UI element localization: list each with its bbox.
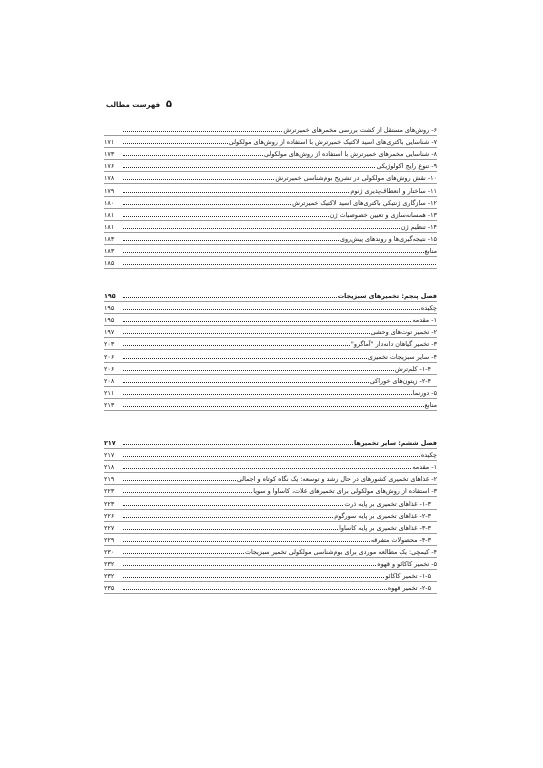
entry-title: چکیده (420, 451, 437, 460)
dot-leader (123, 505, 343, 506)
toc-entry (104, 363, 437, 375)
dot-leader (123, 480, 236, 481)
entry-page: ۲۱۱ (104, 388, 115, 397)
dot-leader (123, 468, 411, 469)
dot-leader (123, 382, 369, 383)
entry-page: ۱۹۵ (104, 316, 115, 325)
dot-leader (123, 541, 370, 542)
toc-entry (104, 338, 437, 350)
toc-entry (104, 558, 437, 570)
entry-title: ۲-۴- زیتون‌های خوراکی (369, 376, 431, 385)
entry-title: ۳- استفاده از روش‌های مولکولی برای تخمیرهای غلات، کاساوا و سویا (253, 487, 437, 496)
entry-title: ۴-۳- محصولات متفرقه (370, 535, 431, 544)
entry-title: ۸- شناسایی مخمرهای خمیرترش با استفاده از روش‌های مولکولی (263, 150, 437, 159)
entry-page: ۱۷۹ (104, 186, 115, 195)
entry-page: ۱۷۳ (104, 150, 115, 159)
entry-title: منابع (424, 247, 437, 255)
entry-title: ۵- تخمیر کاکائو و قهوه (377, 560, 437, 568)
toc-entry (104, 461, 437, 473)
chapter-heading (104, 290, 437, 302)
dot-leader (123, 345, 350, 346)
toc-entry (104, 197, 437, 209)
toc-entry (104, 172, 437, 184)
dot-leader (123, 577, 384, 578)
dot-leader (123, 131, 282, 132)
toc-entry (104, 124, 437, 136)
toc-entry (104, 570, 437, 582)
entry-title: ۲-۵- تخمیر قهوه (387, 584, 431, 593)
entry-title: ۱- مقدمه (412, 316, 437, 325)
dot-leader (123, 252, 424, 253)
entry-page: ۱۹۵ (104, 292, 116, 300)
dot-leader (123, 155, 263, 156)
dot-leader (123, 444, 353, 445)
dot-leader (123, 240, 339, 241)
toc-entry (104, 148, 437, 160)
toc-entry (104, 245, 437, 257)
entry-title: ۱-۳- غذاهای تخمیری بر پایه ذرت (344, 499, 431, 508)
entry-title: ۱-۵- تخمیر کاکائو (385, 572, 431, 581)
toc-entry (104, 160, 437, 172)
entry-page: ۱۷۱ (104, 138, 115, 147)
dot-leader (123, 358, 367, 359)
entry-page: ۲۰۳ (104, 340, 115, 349)
entry-page: ۱۷۶ (104, 162, 115, 171)
entry-title: ۵- دورنما (412, 388, 437, 397)
entry-page: ۲۲۶ (104, 511, 115, 520)
toc-entry (104, 185, 437, 197)
entry-page: ۲۱۷ (104, 439, 116, 447)
entry-page: ۲۱۹ (104, 475, 115, 484)
entry-page: ۱۸۵ (104, 259, 115, 268)
toc-entry (104, 387, 437, 399)
dot-leader (123, 179, 274, 180)
entry-title: ۱۵- نتیجه‌گیری‌ها و روندهای پیش‌روی (339, 234, 437, 243)
toc-entry (104, 326, 437, 338)
entry-page: ۲۰۶ (104, 352, 115, 361)
entry-title: منابع (424, 400, 437, 409)
entry-page: ۲۳۲ (104, 572, 115, 581)
dot-leader (123, 216, 329, 217)
toc-entry (104, 485, 437, 497)
entry-page: ۲۲۳ (104, 487, 115, 496)
entry-title: ۲-۳- غذاهای تخمیری بر پایه سورگوم (334, 511, 431, 520)
entry-page: ۲۳۵ (104, 584, 115, 593)
entry-page: ۲۳۰ (104, 547, 115, 556)
entry-title: ۲- غذاهای تخمیری کشورهای در حال رشد و توسعه: یک نگاه کوتاه و اجمالی (236, 475, 437, 484)
dot-leader (123, 492, 252, 493)
entry-title: چکیده (420, 304, 437, 313)
toc-entry (104, 375, 437, 387)
entry-title: ۹- تنوع رایج اکولوژیکی (376, 162, 437, 171)
entry-title: ۱۲- سازگاری ژنتیکی باکتری‌های اسید لاکتیک خمیرترش (292, 198, 437, 207)
entry-title: ۱۱- ساختار و انعطاف‌پذیری ژنوم (350, 186, 437, 195)
entry-title: ۴- کیمچی: یک مطالعه موردی برای بوم‌شناسی مولکولی تخمیر سبزیجات (244, 547, 437, 556)
dot-leader (123, 517, 333, 518)
entry-page: ۲۲۳ (104, 499, 115, 508)
dot-leader (123, 204, 291, 205)
dot-leader (123, 297, 337, 298)
toc-entry (104, 221, 437, 233)
entry-title: ۲- تخمیر توت‌های وحشی (370, 328, 437, 337)
entry-page: ۲۲۷ (104, 523, 115, 532)
toc-entry (104, 136, 437, 148)
dot-leader (123, 370, 394, 371)
dot-leader (123, 589, 387, 590)
toc-entry (104, 233, 437, 245)
entry-title: فصل ششم: سایر تخمیرها (354, 439, 437, 447)
dot-leader (123, 333, 370, 334)
toc-entry (104, 534, 437, 546)
entry-title: ۱۴- تنظیم ژن (400, 222, 437, 231)
dot-leader (123, 228, 400, 229)
page-title: فهرست مطالب (106, 100, 161, 109)
dot-leader (123, 321, 411, 322)
entry-page: ۱۹۷ (104, 328, 115, 337)
toc-entry (104, 522, 437, 534)
entry-page: ۱۷۸ (104, 174, 115, 183)
entry-title: ۴- سایر سبزیجات تخمیری (367, 352, 437, 361)
entry-page: ۲۲۹ (104, 535, 115, 544)
toc-entry (104, 449, 437, 461)
entry-page: ۱۸۱ (104, 222, 115, 231)
entry-title: ۱۳- همسانه‌سازی و تعیین خصوصیات ژن (329, 210, 437, 219)
entry-title: ۳-۳- غذاهای تخمیری بر پایه کاساوا (339, 523, 431, 532)
entry-page: ۲۰۸ (104, 376, 115, 385)
entry-title: ۱- مقدمه (412, 463, 437, 472)
entry-page: ۲۱۷ (104, 451, 115, 460)
dot-leader (123, 394, 412, 395)
entry-title: ۷- شناسایی باکتری‌های اسید لاکتیک خمیرترش با استفاده از روش‌های مولکولی (228, 138, 437, 147)
toc-entry (104, 510, 437, 522)
toc-entry (104, 399, 437, 411)
toc-entry (104, 314, 437, 326)
entry-page: ۱۸۰ (104, 198, 115, 207)
entry-page: ۲۱۳ (104, 400, 115, 409)
entry-page: ۱۸۱ (104, 210, 115, 219)
entry-title: ۱-۴- کلم‌ترش (394, 364, 431, 373)
dot-leader (123, 406, 424, 407)
entry-page: ۲۱۸ (104, 463, 115, 472)
toc-entry (104, 351, 437, 363)
toc-entry (104, 582, 437, 594)
entry-title: ۳- تخمیر گیاهان دانه‌دار "آماگرو" (350, 340, 437, 349)
entry-page: ۱۸۳ (104, 247, 115, 255)
dot-leader (123, 529, 338, 530)
chapter-heading (104, 437, 437, 449)
toc-entry (104, 498, 437, 510)
toc-entry (104, 546, 437, 558)
entry-page: ۲۳۲ (104, 560, 115, 568)
entry-page: ۱۸۳ (104, 234, 115, 243)
dot-leader (123, 143, 228, 144)
entry-title: فصل پنجم: تخمیرهای سبزیجات (337, 292, 437, 300)
toc-entry (104, 473, 437, 485)
dot-leader (123, 192, 349, 193)
page-header (106, 99, 172, 110)
entry-page: ۱۹۵ (104, 304, 115, 313)
toc-entry (104, 209, 437, 221)
dot-leader (123, 264, 436, 265)
entry-page (104, 134, 122, 135)
dot-leader (123, 456, 420, 457)
dot-leader (123, 309, 420, 310)
entry-title: ۶- روش‌های مستقل از کشت بررسی مخمرهای خمیرترش (283, 126, 437, 134)
dot-leader (123, 167, 375, 168)
toc-entry (104, 302, 437, 314)
toc-entry (104, 257, 437, 269)
dot-leader (123, 553, 244, 554)
dot-leader (123, 565, 376, 566)
entry-title: ۱۰- نقش روش‌های مولکولی در تشریح بوم‌شناسی خمیرترش (275, 174, 437, 183)
entry-page: ۲۰۶ (104, 364, 115, 373)
page-number: ۵ (165, 99, 172, 110)
